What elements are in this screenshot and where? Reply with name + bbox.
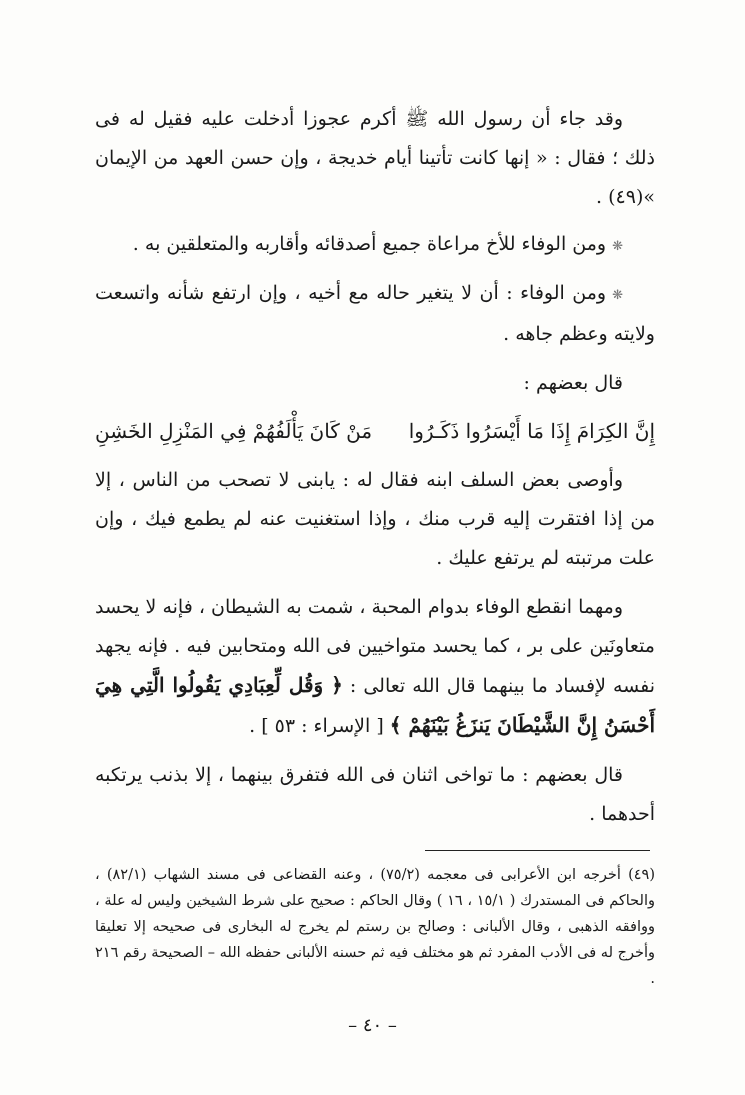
footnote-49: (٤٩) أخرجه ابن الأعرابى فى معجمه (٧٥/٢) ، وعنه القضاعى فى مسند الشهاب (٨٢/١) ، والحاكم فى المستدرك ( ١٥/١ ، ١٦ ) وقال الحاكم : صحيح على شرط الشيخين وليس له علة ، ووافقه الذهبى ، وقال الألبانى : وصالح بن رستم لم يخرج له البخارى فى صحيحه إلا تعليقا وأخرج له فى الأدب المفرد ثم هو مختلف فيه ثم حسنه الألبانى حفظه الله – الصحيحة رقم ٢١٦ . (95, 867, 655, 987)
bullet-text: ومن الوفاء للأخ مراعاة جميع أصدقائه وأقاربه والمتعلقين به . (132, 233, 607, 255)
paragraph-hadith: وقد جاء أن رسول الله ﷺ أكرم عجوزا أدخلت عليه فقيل له فى ذلك ؛ فقال : « إنها كانت تأتينا أيام خديجة ، وإن حسن العهد من الإيمان »(٤٩) . (95, 108, 655, 208)
quran-reference: [ الإسراء : ٥٣ ] . (249, 715, 390, 737)
poem-verse (95, 411, 655, 451)
poem-intro: قال بعضهم : (523, 372, 623, 394)
footnote-divider (425, 850, 650, 851)
page-body (95, 100, 655, 834)
bullet-item-friends (95, 225, 655, 266)
bullet-star-icon: ❋ (612, 288, 623, 303)
poem-hemistich-second: مَنْ كَانَ يَأْلَفُهُمْ فِي المَنْزِلِ الخَشِنِ (95, 419, 373, 443)
paragraph-advice: وأوصى بعض السلف ابنه فقال له : يابنى لا تصحب من الناس ، إلا من إذا افتقرت إليه قرب منك ، وإذا استغنيت عنه لم يطمع فيك ، وإن علت مرتبته لم يرتفع عليك . (95, 469, 655, 569)
paragraph-shaytan-text: ومهما انقطع الوفاء بدوام المحبة ، شمت به الشيطان ، فإنه لا يحسد متعاونَين على بر ، كما يحسد متواخيين فى الله ومتحابين فيه . فإنه يجهد نفسه لإفساد ما بينهما قال الله تعالى : (95, 596, 655, 697)
bullet-star-icon: ❋ (612, 239, 623, 254)
page-number: – ٤٠ – (348, 1015, 397, 1036)
paragraph-shaytan (95, 588, 655, 746)
quran-verse: ﴿ وَقُل لِّعِبَادِي يَقُولُوا الَّتِي هِيَ أَحْسَنُ إِنَّ الشَّيْطَانَ يَنزَغُ بَيْنَهُمْ ﴾ (95, 673, 655, 737)
paragraph-brothers: قال بعضهم : ما تواخى اثنان فى الله فتفرق بينهما ، إلا بذنب يرتكبه أحدهما . (95, 764, 655, 825)
bullet-item-status (95, 274, 655, 354)
poem-hemistich-first: إِنَّ الكِرَامَ إِذَا مَا أَيْسَرُوا ذَكَـرُوا (408, 419, 655, 443)
bullet-text: ومن الوفاء : أن لا يتغير حاله مع أخيه ، وإن ارتفع شأنه واتسعت ولايته وعظم جاهه . (95, 282, 655, 345)
